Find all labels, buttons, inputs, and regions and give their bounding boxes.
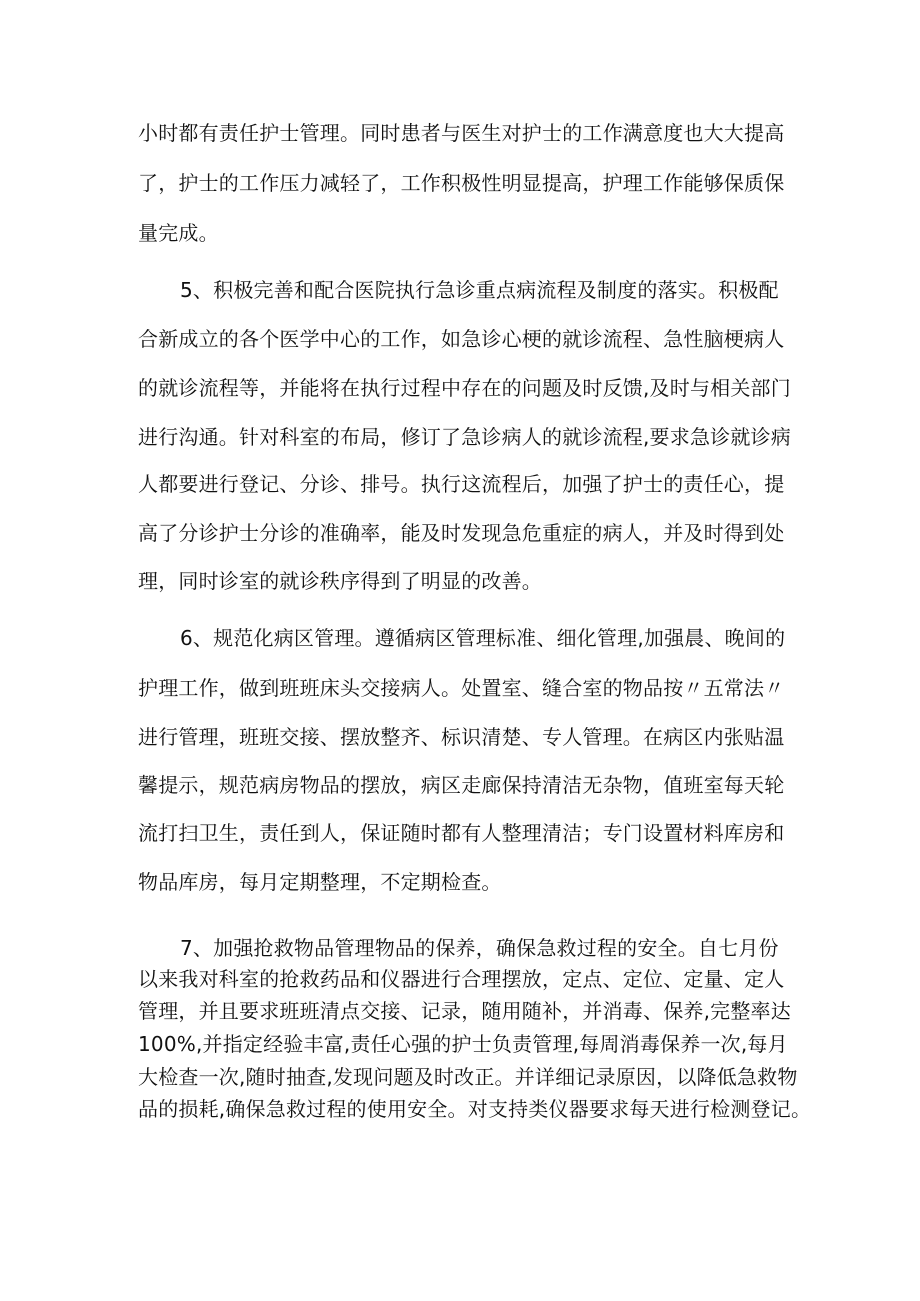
text-line: 进行管理，班班交接、摆放整齐、标识清楚、专人管理。在病区内张贴温 bbox=[138, 725, 785, 749]
text-line: 100%,并指定经验丰富,责任心强的护士负责管理,每周消毒保养一次,每月 bbox=[138, 1032, 788, 1056]
text-line: 护理工作，做到班班床头交接病人。处置室、缝合室的物品按〃五常法〃 bbox=[138, 676, 785, 700]
text-line: 大检查一次,随时抽查,发现问题及时改正。并详细记录原因，以降低急救物 bbox=[138, 1065, 798, 1089]
text-line: 品的损耗,确保急救过程的使用安全。对支持类仪器要求每天进行检测登记。 bbox=[138, 1097, 812, 1121]
text-line: 进行沟通。针对科室的布局，修订了急诊病人的就诊流程,要求急诊就诊病 bbox=[138, 425, 791, 449]
text-line: 的就诊流程等，并能将在执行过程中存在的问题及时反馈,及时与相关部门 bbox=[138, 376, 791, 400]
text-line: 管理，并且要求班班清点交接、记录，随用随补，并消毒、保养,完整率达 bbox=[138, 999, 791, 1023]
text-line: 小时都有责任护士管理。同时患者与医生对护士的工作满意度也大大提高 bbox=[138, 121, 785, 145]
text-line: 了，护士的工作压力减轻了，工作积极性明显提高，护理工作能够保质保 bbox=[138, 171, 785, 195]
text-line: 物品库房，每月定期整理，不定期检查。 bbox=[138, 870, 502, 894]
text-line: 流打扫卫生，责任到人，保证随时都有人整理清洁；专门设置材料库房和 bbox=[138, 821, 785, 845]
text-line: 高了分诊护士分诊的准确率，能及时发现急危重症的病人，并及时得到处 bbox=[138, 521, 785, 545]
text-line: 以来我对科室的抢救药品和仪器进行合理摆放，定点、定位、定量、定人 bbox=[138, 967, 785, 991]
text-line: 馨提示，规范病房物品的摆放，病区走廊保持清洁无杂物，值班室每天轮 bbox=[138, 773, 785, 797]
text-line: 6、规范化病区管理。遵循病区管理标准、细化管理,加强晨、晚间的 bbox=[180, 626, 786, 650]
text-line: 合新成立的各个医学中心的工作，如急诊心梗的就诊流程、急性脑梗病人 bbox=[138, 327, 785, 351]
text-line: 人都要进行登记、分诊、排号。执行这流程后，加强了护士的责任心，提 bbox=[138, 472, 785, 496]
text-line: 量完成。 bbox=[138, 221, 219, 245]
text-line: 理，同时诊室的就诊秩序得到了明显的改善。 bbox=[138, 569, 542, 593]
text-line: 7、加强抢救物品管理物品的保养，确保急救过程的安全。自七月份 bbox=[180, 936, 779, 960]
text-line: 5、积极完善和配合医院执行急诊重点病流程及制度的落实。积极配 bbox=[180, 278, 779, 302]
